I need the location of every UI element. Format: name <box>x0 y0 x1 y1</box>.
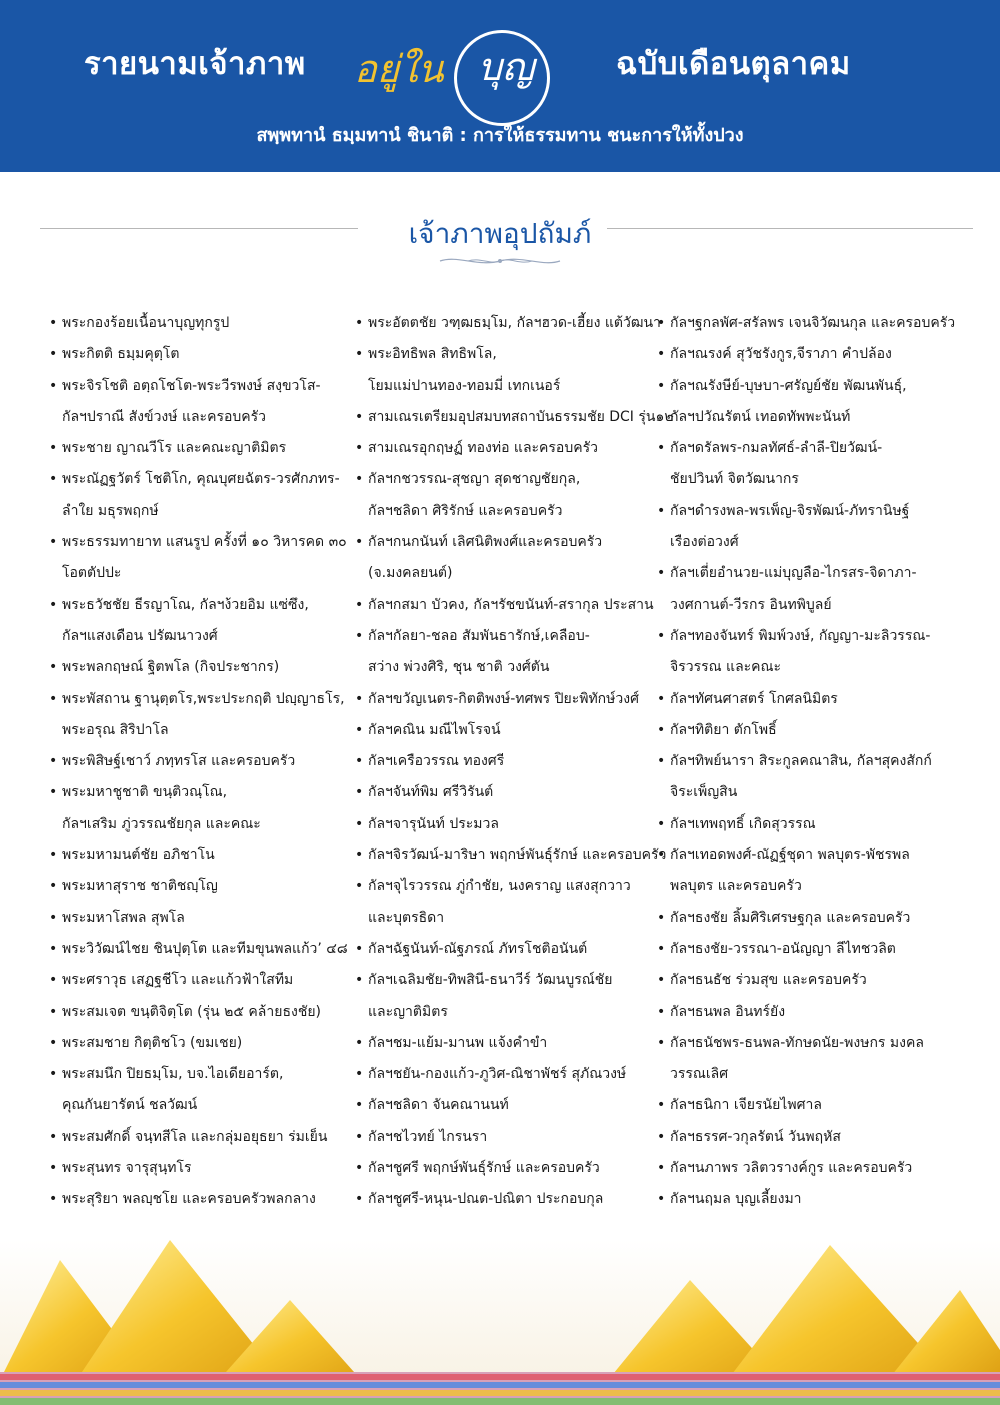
donor-entry-line: โยมแม่ปานทอง-ทอมมี่ เทกเนอร์ <box>368 377 561 394</box>
donor-entry-line: • กัลฯชูศรี พฤกษ์พันธุ์รักษ์ และครอบครัว <box>368 1160 600 1177</box>
donor-entry-line: • พระสมชาย กิตฺติชโว (ขมเชย) <box>62 1034 243 1051</box>
donor-entry-line: • พระพัสถาน ฐานุตฺตโร,พระประกฤติ ปญฺญาธโร, <box>62 690 345 707</box>
donor-entry <box>656 433 966 496</box>
donor-entry <box>48 339 358 370</box>
donor-entry-line: • กัลฯชยัน-กองแก้ว-ภูวิศ-ณิชาพัชร์ สุภัณวงษ์ <box>368 1066 627 1083</box>
donor-entry-line: • พระศราวุธ เสฏฐชีโว และแก้วฟ้าใสทีม <box>62 972 294 989</box>
donor-entry-line: • กัลฯเทพฤทธิ์ เกิดสุวรรณ <box>670 815 816 832</box>
donor-entry-line: • กัลฯเฉลิมชัย-ทิพสินี-ธนาวีร์ วัฒนบูรณ์ชัย <box>368 972 613 989</box>
donor-entry <box>656 1090 966 1121</box>
donor-entry <box>656 1122 966 1153</box>
donor-entry-line: • กัลฯขวัญเนตร-กิตติพงษ์-ทศพร ปิยะพิทักษ์วงศ์ <box>368 690 639 707</box>
donor-entry <box>354 1059 664 1090</box>
donor-entry-line: สว่าง พ่วงศิริ, ชุน ชาติ วงศ์ตัน <box>368 659 550 676</box>
donor-entry <box>656 558 966 621</box>
donor-entry-line: • พระมหามนต์ชัย อภิชาโน <box>62 847 215 864</box>
donor-entry <box>48 464 358 527</box>
donor-entry-line: กัลฯแสงเดือน ปรัฒนาวงศ์ <box>62 627 218 644</box>
header-subtitle: สพฺพทานํ ธมฺมทานํ ชินาติ : การให้ธรรมทาน ชนะการให้ทั้งปวง <box>256 125 744 146</box>
donor-entry-line: • กัลฯเตี่ยอำนวย-แม่บุญลือ-ไกรสร-จิดาภา- <box>670 565 917 582</box>
donor-entry <box>48 871 358 902</box>
donor-entry <box>354 433 664 464</box>
donor-entry <box>354 621 664 684</box>
donor-entry-line: และบุตรธิดา <box>368 909 445 926</box>
donor-entry-line: กัลฯปราณี สังข์วงษ์ และครอบครัว <box>62 408 266 425</box>
donor-entry <box>354 809 664 840</box>
donor-entry-line: • กัลฯธนธัช ร่วมสุข และครอบครัว <box>670 972 867 989</box>
donor-entry-line: • กัลฯกัลยา-ชลอ สัมพันธารักษ์,เคลือบ- <box>368 627 590 644</box>
donor-entry <box>656 903 966 934</box>
donor-column-1 <box>48 308 358 1216</box>
donor-entry <box>48 433 358 464</box>
donor-entry <box>48 903 358 934</box>
donor-entry <box>656 997 966 1028</box>
donor-entry-line: • พระสมศักดิ์ จนฺทสีโล และกลุ่มอยุธยา ร่มเย็น <box>62 1128 328 1145</box>
donor-entry-line: • พระกิตติ ธมฺมคุตฺโต <box>62 346 180 363</box>
donor-entry-line: • กัลฯนฤมล บุญเลี้ยงมา <box>670 1191 802 1208</box>
magazine-logo <box>352 30 588 102</box>
header-title-left: รายนามเจ้าภาพ <box>84 46 306 82</box>
donor-entry-line: • พระสมเจต ขนฺติจิตฺโต (รุ่น ๒๕ คล้ายธงชัย) <box>62 1003 321 1020</box>
donor-entry <box>656 496 966 559</box>
section-heading <box>0 212 1000 272</box>
donor-entry <box>354 684 664 715</box>
donor-entry-line: • กัลฯชไวทย์ ไกรนรา <box>368 1128 488 1145</box>
donor-entry-line: ชัยปวินท์ จิตวัฒนากร <box>670 471 799 488</box>
donor-entry-line: ลำใย มธุรพฤกษ์ <box>62 502 159 519</box>
donor-entry-line: • กัลฯทิพย์นารา สิระกูลคณาสิน, กัลฯสุคงสักก์ <box>670 753 932 770</box>
donor-entry <box>354 527 664 590</box>
donor-entry-line: เรืองต่อวงศ์ <box>670 534 739 551</box>
donor-entry <box>656 934 966 965</box>
donor-entry <box>354 965 664 1028</box>
donor-entry <box>48 1153 358 1184</box>
donor-entry-line: • กัลฯดำรงพล-พรเพ็ญ-จิรพัฒน์-ภัทรานิษฐ์ <box>670 502 910 519</box>
donor-entry <box>48 371 358 434</box>
donor-entry-line: • พระจิรโชติ อตฺถโชโต-พระวีรพงษ์ สงฺขวโส- <box>62 377 321 394</box>
donor-entry-line: • พระธวัชชัย ธีรญาโณ, กัลฯง้วยอิม แซ่ซึง, <box>62 596 309 613</box>
donor-entry-line: (จ.มงคลยนต์) <box>368 565 453 582</box>
donor-entry <box>656 339 966 370</box>
donor-entry-line: กัลฯชลิดา ศิริรักษ์ และครอบครัว <box>368 502 563 519</box>
donor-entry <box>656 840 966 903</box>
donor-entry <box>656 371 966 434</box>
donor-entry-line: • กัลฯคณิน มณีไพโรจน์ <box>368 721 501 738</box>
donor-entry <box>48 1184 358 1215</box>
donor-entry-line: • สามเณรอุกฤษฏ์ ทองท่อ และครอบครัว <box>368 440 598 457</box>
donor-entry-line: โอตตัปปะ <box>62 565 122 582</box>
donor-entry <box>354 746 664 777</box>
donor-entry-line: และญาติมิตร <box>368 1003 448 1020</box>
donor-entry-line: • กัลฯณรังษีย์-บุษบา-ศรัญย์ชัย พัฒนพันธุ์, <box>670 377 907 394</box>
donor-entry-line: • พระพลกฤษณ์ ฐิตพโล (กิจประชากร) <box>62 659 280 676</box>
donor-entry-line: วงศกานต์-วีรกร อินทพิบูลย์ <box>670 596 832 613</box>
donor-entry <box>354 308 664 339</box>
heading-divider-right <box>607 228 973 229</box>
donor-entry <box>354 1028 664 1059</box>
donor-entry-line: กัลฯปวัณรัตน์ เทอดทัพพะนันท์ <box>670 408 851 425</box>
donor-entry-line: • กัลฯธงชัย ลิ้มศิริเศรษฐกุล และครอบครัว <box>670 909 911 926</box>
donor-entry <box>354 1153 664 1184</box>
donor-entry <box>656 715 966 746</box>
donor-entry <box>48 308 358 339</box>
section-title: เจ้าภาพอุปถัมภ์ <box>408 217 592 250</box>
donor-column-3 <box>656 308 966 1216</box>
donor-entry-line: • พระวิวัฒน์ไชย ชินปุตฺโต และทีมขุนพลแก้ว’ ๔๘ <box>62 940 348 957</box>
donor-entry <box>656 308 966 339</box>
donor-entry <box>354 464 664 527</box>
donor-entry-line: • กัลฯจุไรวรรณ ภู่กำชัย, นงคราญ แสงสุกวาว <box>368 878 631 895</box>
donor-entry-line: • พระมหาชูชาติ ขนฺติวณฺโณ, <box>62 784 228 801</box>
donor-entry-line: พระอรุณ สิริปาโล <box>62 721 169 738</box>
donor-entry <box>48 965 358 996</box>
donor-entry <box>354 840 667 871</box>
donor-entry <box>48 1028 358 1059</box>
donor-entry <box>354 1090 664 1121</box>
donor-entry-line: • กัลฯธนพล อินทร์ยัง <box>670 1003 786 1020</box>
donor-entry-line: • พระพิสิษฐ์เชาว์ ภทฺทรโส และครอบครัว <box>62 753 296 770</box>
donor-entry <box>354 402 674 433</box>
donor-entry-line: • พระสุริยา พลญฺชโย และครอบครัวพลกลาง <box>62 1191 316 1208</box>
donor-entry-line: • กัลฯดรัลพร-กมลทัศธ์-ลำลี-ปิยวัฒน์- <box>670 440 883 457</box>
donor-entry-line: • กัลฯธงชัย-วรรณา-อนัญญา ลีไทชวลิต <box>670 940 896 957</box>
donor-entry <box>656 684 966 715</box>
donor-entry <box>48 1059 358 1122</box>
golden-pagoda-footer-art <box>0 1240 1000 1405</box>
logo-text-right: บุญ <box>477 45 535 89</box>
donor-entry <box>48 746 358 777</box>
donor-column-2 <box>354 308 674 1216</box>
donor-entry <box>48 1122 358 1153</box>
donor-entry-line: จิรวรรณ และคณะ <box>670 659 782 676</box>
donor-entry <box>354 777 664 808</box>
donor-entry-line: • กัลฯธรรศ-วกุลรัตน์ วันพฤหัส <box>670 1128 841 1145</box>
donor-entry-line: • พระณัฏฐวัตร์ โชติโก, คุณบุศยฉัตร-วรศักภทร- <box>62 471 340 488</box>
donor-entry <box>656 621 966 684</box>
donor-entry-line: • กัลฯกสมา บัวคง, กัลฯรัชขนันท์-สรากุล ประสาน <box>368 596 654 613</box>
donor-entry <box>354 590 664 621</box>
donor-entry-line: คุณกันยารัตน์ ชลวัฒน์ <box>62 1097 198 1114</box>
donor-entry <box>354 1184 664 1215</box>
donor-entry <box>656 1153 966 1184</box>
donor-entry <box>354 871 664 934</box>
donor-entry-line: • กัลฯทัศนศาสตร์ โกศลนิมิตร <box>670 690 838 707</box>
donor-entry-line: • พระธรรมทายาท แสนรูป ครั้งที่ ๑๐ วิหารคด ๓๐ <box>62 534 347 551</box>
donor-entry <box>48 997 358 1028</box>
donor-entry <box>48 934 358 965</box>
donor-entry <box>656 809 966 840</box>
donor-entry-line: • กัลฯเครือวรรณ ทองศรี <box>368 753 505 770</box>
donor-entry <box>48 840 358 871</box>
donor-entry <box>48 527 358 590</box>
donor-entry <box>354 1122 664 1153</box>
donor-entry-line: • พระสุนทร จารุสุนฺทโร <box>62 1160 192 1177</box>
donor-entry-line: • พระกองร้อยเนื้อนาบุญทุกรูป <box>62 315 230 331</box>
donor-entry <box>656 746 966 809</box>
donor-entry-line: • กัลฯณรงค์ สุวัชรังกูร,จีราภา คำปล้อง <box>670 346 892 363</box>
donor-entry-line: • กัลฯจิรวัฒน์-มาริษา พฤกษ์พันธุ์รักษ์ และครอบครัว <box>368 847 667 864</box>
donor-entry-line: กัลฯเสริม ภู่วรรณชัยกุล และคณะ <box>62 815 261 832</box>
donor-entry <box>656 1184 966 1215</box>
donor-entry-line: • กัลฯฐกลพัศ-สรัลพร เจนจิวัฒนกุล และครอบครัว <box>670 315 956 331</box>
donor-entry-line: • กัลฯชม-แย้ม-มานพ แจ้งคำขำ <box>368 1034 548 1051</box>
donor-entry-line: • กัลฯธนิกา เจียรนัยไพศาล <box>670 1097 822 1114</box>
donor-entry <box>48 684 358 747</box>
donor-entry-line: • พระชาย ญาณวีโร และคณะญาติมิตร <box>62 440 287 457</box>
donor-entry-line: • พระมหาโสพล สุพโล <box>62 909 185 926</box>
donor-entry-line: • พระอัตตชัย วฑฺฒธมฺโม, กัลฯฮวด-เฮี้ยง แต้วัฒนา <box>368 315 661 331</box>
donor-entry-line: • กัลฯนภาพร วลิตวรางค์กูร และครอบครัว <box>670 1160 913 1177</box>
donor-entry-line: • พระมหาสุราช ชาติชญฺโญ <box>62 878 218 895</box>
donor-entry <box>354 339 664 402</box>
donor-entry-line: • พระอิทธิพล สิทธิพโล, <box>368 346 497 363</box>
donor-entry-line: พลบุตร และครอบครัว <box>670 878 802 895</box>
donor-entry-line: • กัลฯกชวรรณ-สุชญา สุดชาญชัยกุล, <box>368 471 581 488</box>
donor-entry-line: • กัลฯธนัชพร-ธนพล-ทักษดนัย-พงษกร มงคล <box>670 1034 924 1051</box>
donor-entry-line: จิระเพ็ญสิน <box>670 784 738 801</box>
donor-entry-line: • กัลฯทองจันทร์ พิมพ์วงษ์, กัญญา-มะลิวรรณ- <box>670 627 931 644</box>
donor-entry-line: • สามเณรเตรียมอุปสมบทสถาบันธรรมชัย DCI รุ่น๑๒ <box>368 408 674 425</box>
logo-text-left: อยู่ใน <box>354 47 444 91</box>
donor-entry <box>48 590 358 653</box>
donor-entry <box>656 1028 966 1091</box>
donor-entry-line: • กัลฯกนกนันท์ เลิศนิติพงศ์และครอบครัว <box>368 534 603 551</box>
donor-entry-line: • กัลฯจันท์พิม ศรีวิรันต์ <box>368 784 494 801</box>
donor-entry-line: • กัลฯจารุนันท์ ประมวล <box>368 815 499 832</box>
flourish-ornament-icon <box>438 254 562 268</box>
donor-entry <box>48 777 358 840</box>
donor-entry-line: • กัลฯชูศรี-หนุน-ปณต-ปณิตา ประกอบกุล <box>368 1191 604 1208</box>
donor-entry-line: • กัลฯฉัฐนันท์-ณัฐภรณ์ ภัทรโชติอนันต์ <box>368 940 588 957</box>
donor-entry-line: วรรณเลิศ <box>670 1066 729 1083</box>
header-banner <box>0 0 1000 172</box>
donor-entry <box>48 652 358 683</box>
donor-entry-line: • กัลฯเทอดพงศ์-ณัฏฐ์ชุดา พลบุตร-พัชรพล <box>670 847 910 864</box>
donor-entry-line: • กัลฯทิติยา ตักโพธิ์ <box>670 721 777 738</box>
donor-entry-line: • พระสมนึก ปิยธมฺโม, บจ.ไอเดียอาร์ต, <box>62 1066 284 1083</box>
donor-entry-line: • กัลฯชลิดา จันคณานนท์ <box>368 1097 509 1114</box>
header-title-right: ฉบับเดือนตุลาคม <box>616 46 851 82</box>
donor-entry <box>354 715 664 746</box>
donor-entry <box>354 934 664 965</box>
donor-entry <box>656 965 966 996</box>
